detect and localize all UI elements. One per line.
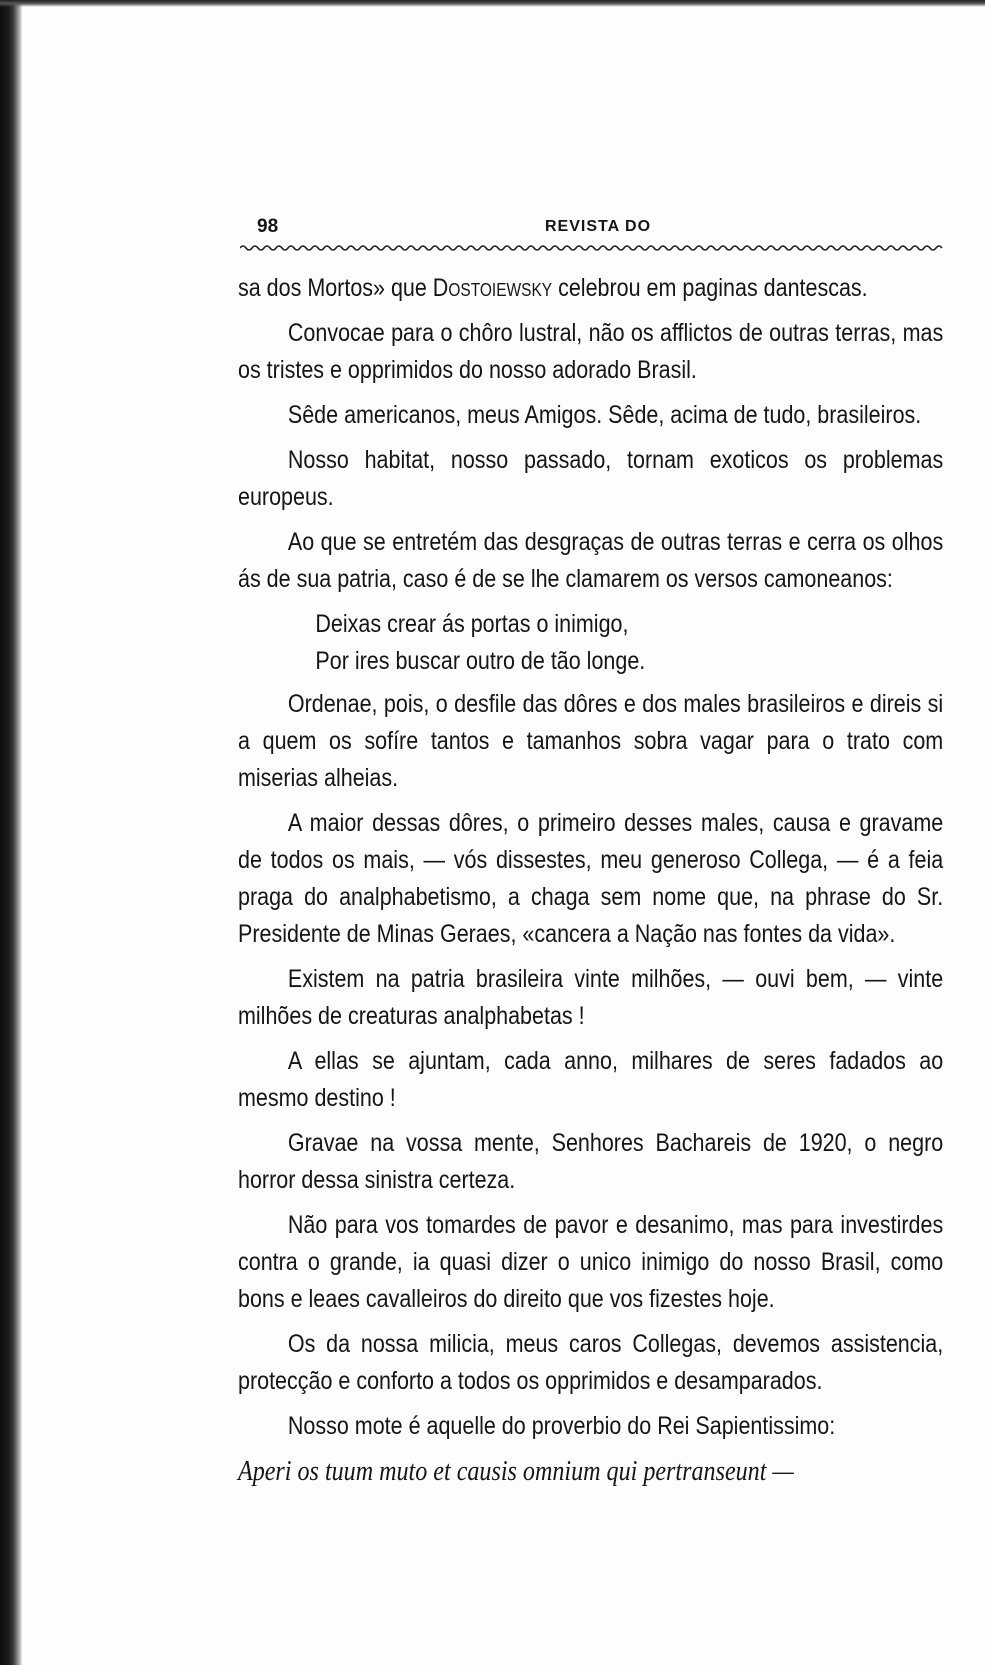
paragraph: Nosso mote é aquelle do proverbio do Rei Sapientissimo: [287,1412,836,1440]
running-title: REVISTA DO [545,218,652,235]
paragraph: Gravae na vossa mente, Senhores Bachareis de 1920, o negro horror dessa sinistra certeza. [238,1129,944,1194]
paragraph: Não para vos tomardes de pavor e desanimo, mas para investirdes contra o grande, ia quasi dizer o unico inimigo do nosso Brasil, como bons e leaes cavalleiros do direito que vos fizestes hoje. [238,1211,944,1313]
latin-quote: Aperi os tuum muto et causis omnium qui pertranseunt — [238,1456,794,1487]
paragraph: Ao que se entretém das desgraças de outras terras e cerra os olhos ás de sua patria, caso é de se lhe clamarem os versos camoneanos: [238,528,944,593]
author-name: Dostoiewsky [432,274,553,302]
page-top-edge [0,0,985,7]
paragraph: A ellas se ajuntam, cada anno, milhares de seres fadados ao mesmo destino ! [238,1047,944,1112]
paragraph-text: sa dos Mortos» que [238,274,433,302]
paragraph [238,270,943,307]
verse-line: Deixas crear ás portas o inimigo, [315,610,629,638]
header-wavy-rule [240,240,945,252]
paragraph: Existem na patria brasileira vinte milhões, — ouvi bem, — vinte milhões de creaturas analphabetas ! [238,965,944,1030]
page-number: 98 [257,216,279,237]
verse-line: Por ires buscar outro de tão longe. [315,647,646,675]
body-text [238,270,943,1490]
paragraph-text: celebrou em paginas dantescas. [552,274,868,302]
paragraph: A maior dessas dôres, o primeiro desses males, causa e gravame de todos os mais, — vós dissestes, meu generoso Collega, — é a feia praga do analphabetismo, a chaga sem nome que, na phrase do Sr. Presidente de Minas Geraes, «cancera a Nação nas fontes da vida». [238,809,944,948]
paragraph: Os da nossa milicia, meus caros Collegas, devemos assistencia, protecção e conforto a todos os opprimidos e desamparados. [238,1330,944,1395]
verse-quote [315,606,943,680]
paragraph: Ordenae, pois, o desfile das dôres e dos males brasileiros e direis si a quem os sofíre tantos e tamanhos sobra vagar para o trato com miserias alheias. [238,690,944,792]
paragraph: Nosso habitat, nosso passado, tornam exoticos os problemas europeus. [238,446,944,511]
paragraph: Convocae para o chôro lustral, não os afflictos de outras terras, mas os tristes e opprimidos do nosso adorado Brasil. [238,319,944,384]
book-binding-edge [0,0,22,1665]
paragraph: Sêde americanos, meus Amigos. Sêde, acima de tudo, brasileiros. [287,401,922,429]
page-header [245,214,945,242]
